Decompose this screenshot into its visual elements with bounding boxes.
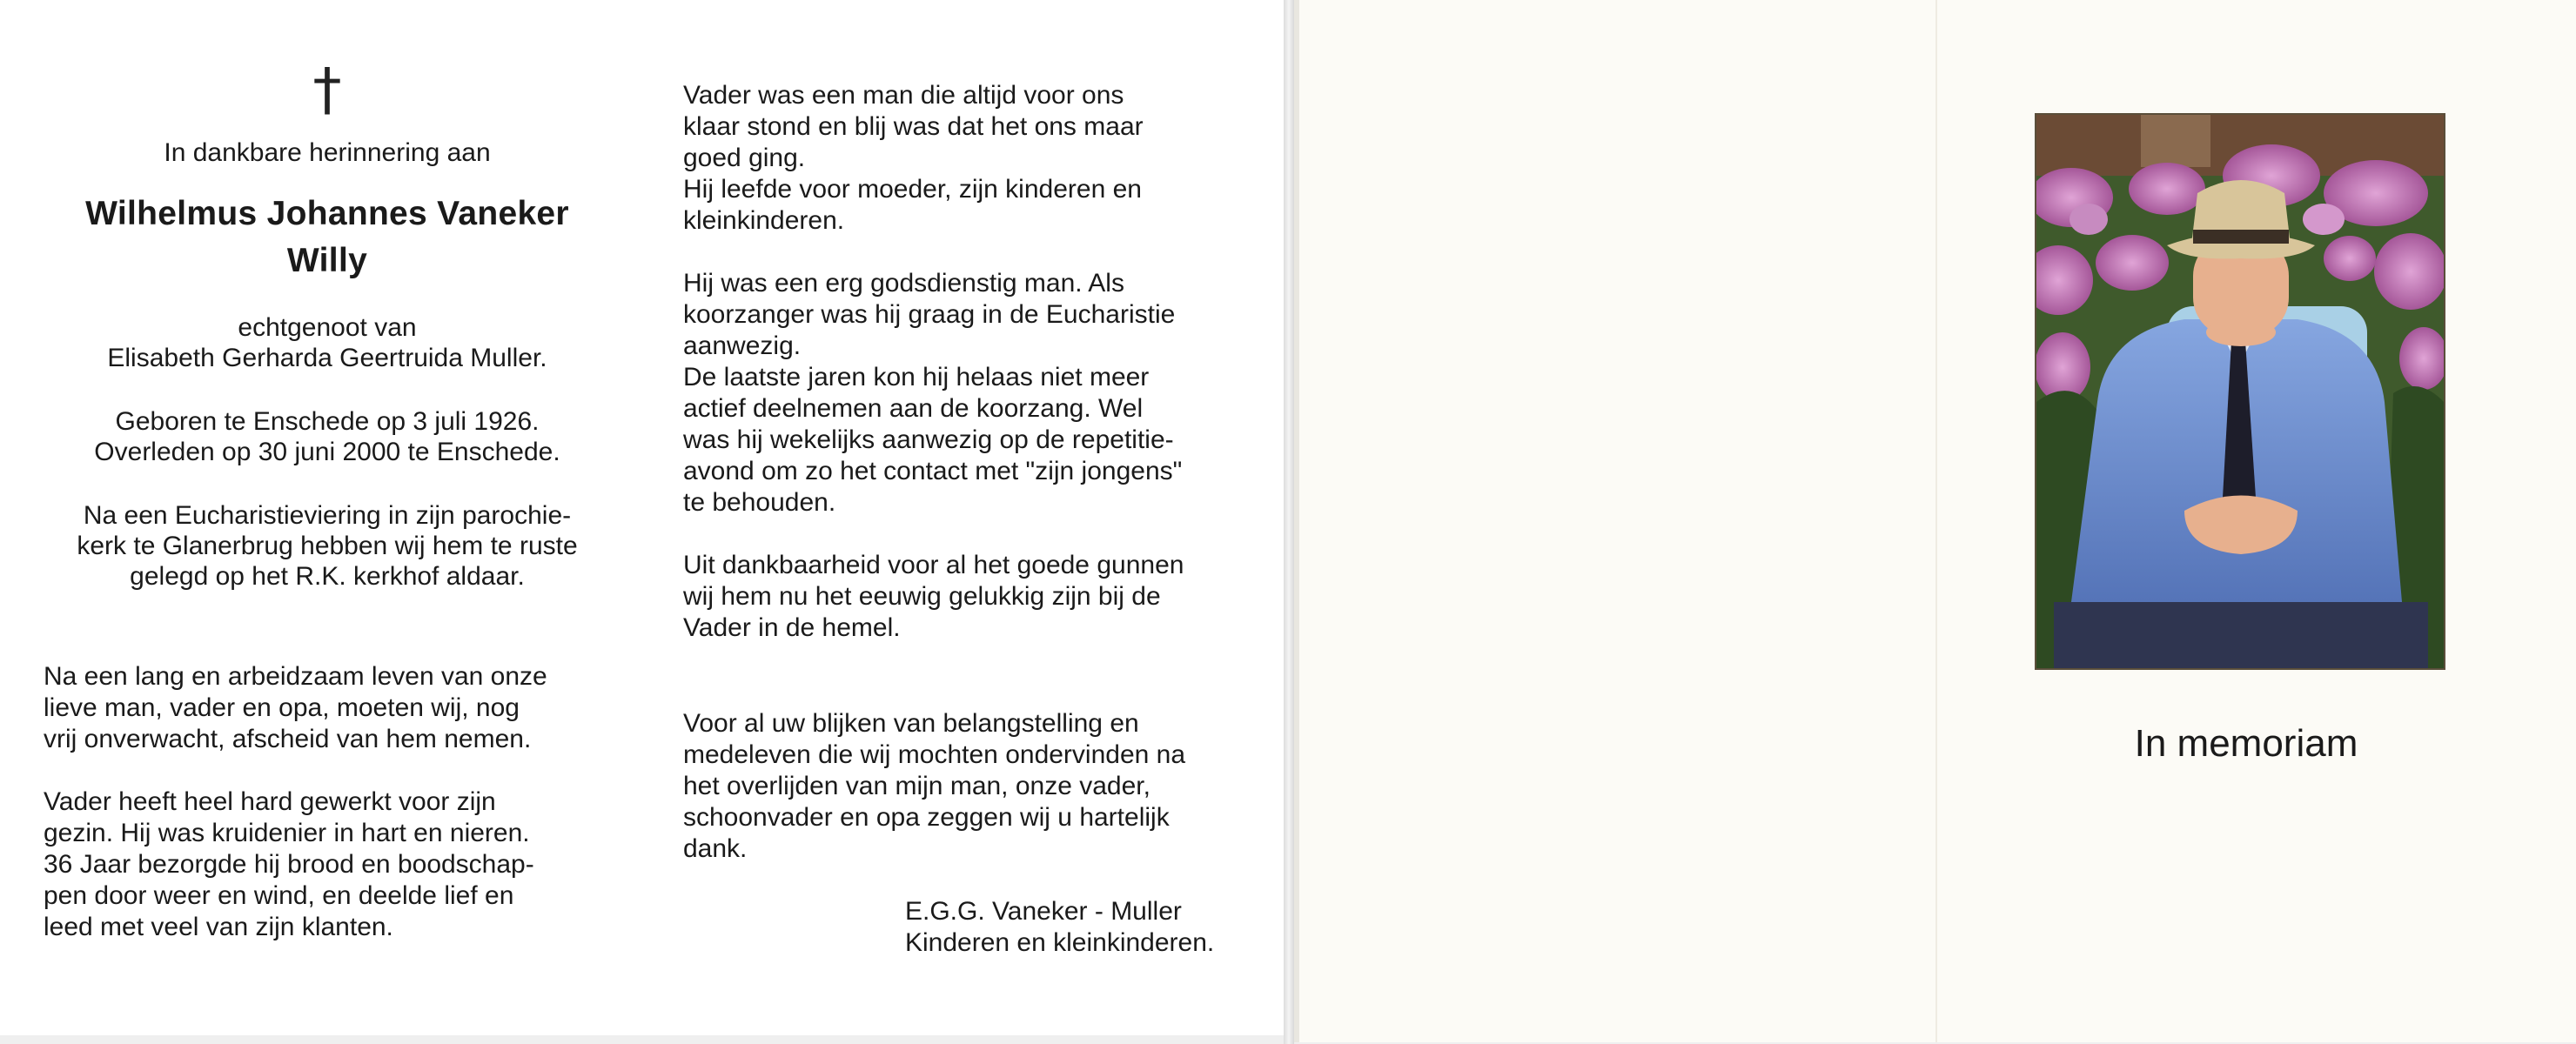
right-column: [683, 80, 1258, 959]
signature-block: [905, 896, 1258, 959]
text-line: was hij wekelijks aanwezig op de repetitie-: [683, 425, 1174, 454]
text-line: kerk te Glanerbrug hebben wij hem te ruste: [77, 532, 578, 560]
text-line: te behouden.: [683, 488, 836, 517]
text-line: Vader was een man die altijd voor ons: [683, 81, 1124, 110]
text-line: De laatste jaren kon hij helaas niet meer: [683, 363, 1150, 392]
spouse-name: Elisabeth Gerharda Geertruida Muller.: [107, 344, 547, 372]
ready-paragraph: [683, 80, 1258, 237]
portrait-illustration: [2036, 115, 2444, 668]
cross-icon: †: [312, 56, 342, 123]
deceased-full-name: Wilhelmus Johannes Vaneker: [85, 195, 569, 232]
text-line: het overlijden van mijn man, onze vader,: [683, 772, 1150, 800]
card-gap: [1284, 0, 1294, 1044]
birth-line: Geboren te Enschede op 3 juli 1926.: [115, 407, 540, 436]
text-line: gezin. Hij was kruidenier in hart en nieren.: [44, 819, 530, 847]
spouse-label: echtgenoot van: [238, 313, 417, 342]
text-line: Na een Eucharistieviering in zijn parochie-: [83, 501, 572, 530]
signature-name: E.G.G. Vaneker - Muller: [905, 897, 1182, 926]
faith-paragraph: [683, 268, 1258, 519]
text-line: klaar stond en blij was dat het ons maar: [683, 112, 1144, 141]
text-line: kleinkinderen.: [683, 206, 845, 235]
text-line: Vader heeft heel hard gewerkt voor zijn: [44, 787, 496, 816]
text-line: avond om zo het contact met "zijn jongens": [683, 457, 1183, 485]
text-line: Uit dankbaarheid voor al het goede gunnen: [683, 551, 1184, 579]
text-line: schoonvader en opa zeggen wij u hartelijk: [683, 803, 1170, 832]
death-line: Overleden op 30 juni 2000 te Enschede.: [94, 438, 560, 466]
text-line: Voor al uw blijken van belangstelling en: [683, 709, 1139, 738]
portrait-photo: [2035, 113, 2445, 670]
edge-shadow: [1294, 0, 1299, 1042]
deceased-nickname: Willy: [286, 242, 368, 279]
text-line: goed ging.: [683, 144, 806, 172]
spouse-block: [44, 312, 611, 373]
thanks-paragraph: [683, 708, 1258, 865]
text-line: dank.: [683, 834, 748, 863]
text-line: Vader in de hemel.: [683, 613, 901, 642]
dates-block: [44, 406, 611, 467]
intro-text: In dankbare herinnering aan: [164, 138, 491, 167]
text-line: leed met veel van zijn klanten.: [44, 913, 393, 941]
text-line: koorzanger was hij graag in de Eucharistie: [683, 300, 1176, 329]
text-line: medeleven die wij mochten ondervinden na: [683, 740, 1186, 769]
gratitude-paragraph: [683, 550, 1258, 644]
text-line: wij hem nu het eeuwig gelukkig zijn bij de: [683, 582, 1161, 611]
work-paragraph: [44, 786, 611, 943]
card-inside: [0, 0, 1284, 1035]
text-line: vrij onverwacht, afscheid van hem nemen.: [44, 725, 532, 753]
left-column: [44, 56, 611, 943]
text-line: Hij leefde voor moeder, zijn kinderen en: [683, 175, 1142, 204]
cover-title: In memoriam: [2134, 722, 2358, 765]
text-line: Na een lang en arbeidzaam leven van onze: [44, 662, 547, 691]
fold-crease: [1935, 0, 1937, 1042]
text-line: gelegd op het R.K. kerkhof aldaar.: [130, 562, 525, 591]
text-line: lieve man, vader en opa, moeten wij, nog: [44, 693, 520, 722]
life-paragraph: [44, 661, 611, 755]
text-line: pen door weer en wind, en deelde lief en: [44, 881, 514, 910]
text-line: aanwezig.: [683, 331, 802, 360]
text-line: Hij was een erg godsdienstig man. Als: [683, 269, 1124, 298]
text-line: actief deelnemen aan de koorzang. Wel: [683, 394, 1144, 423]
ceremony-paragraph: [44, 500, 611, 592]
signature-family: Kinderen en kleinkinderen.: [905, 928, 1215, 957]
text-line: 36 Jaar bezorgde hij brood en boodschap-: [44, 850, 534, 879]
